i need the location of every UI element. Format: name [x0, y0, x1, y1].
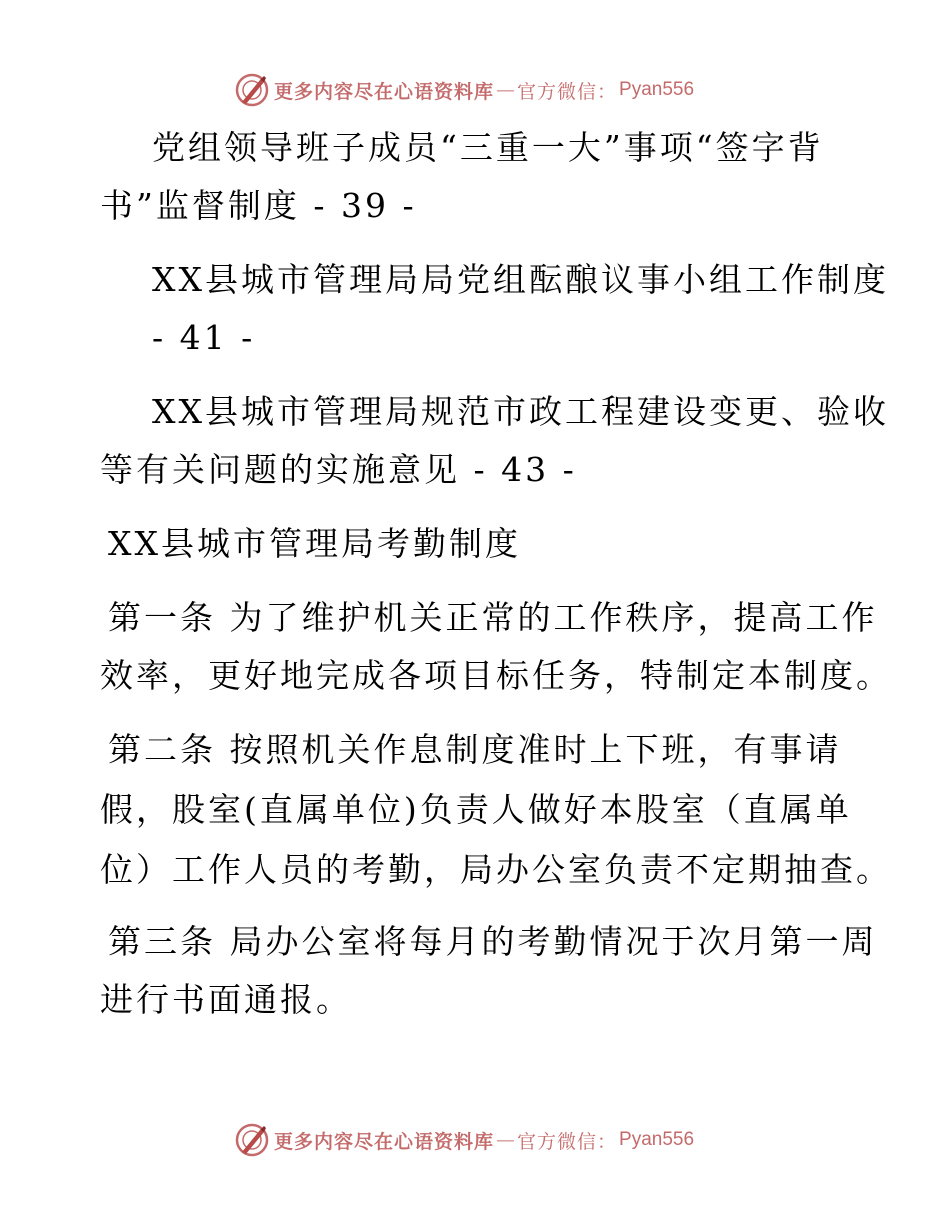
text-line-9: 效率，更好地完成各项目标任务，特制定本制度。 [100, 656, 892, 695]
text-line-14: 进行书面通报。 [100, 980, 352, 1019]
text-line-4: - 41 - [152, 318, 256, 357]
watermark-main-text: 更多内容尽在心语资料库 [274, 80, 495, 103]
pen-logo-icon [234, 72, 270, 108]
watermark-wechat-id: Pyan556 [619, 1129, 695, 1150]
text-line-1: 党组领导班子成员“三重一大”事项“签字背 [152, 128, 824, 167]
text-line-6: 等有关问题的实施意见 - 43 - [100, 450, 577, 489]
text-line-11: 假，股室(直属单位)负责人做好本股室（直属单 [100, 790, 852, 829]
text-line-8: 第一条 为了维护机关正常的工作秩序，提高工作 [108, 598, 878, 637]
text-line-2: 书”监督制度 - 39 - [100, 186, 417, 225]
watermark-dash: — [496, 1129, 516, 1151]
watermark-banner-bottom [234, 1120, 754, 1160]
watermark-main-text: 更多内容尽在心语资料库 [274, 1130, 495, 1153]
watermark-official-label: 官方微信： [517, 80, 618, 103]
watermark-official-label: 官方微信： [517, 1130, 618, 1153]
text-line-12: 位）工作人员的考勤，局办公室负责不定期抽查。 [100, 850, 892, 889]
text-line-13: 第三条 局办公室将每月的考勤情况于次月第一周 [108, 922, 878, 961]
text-line-3: XX县城市管理局局党组酝酿议事小组工作制度 [152, 260, 889, 299]
text-line-5: XX县城市管理局规范市政工程建设变更、验收 [152, 392, 889, 431]
section-title: XX县城市管理局考勤制度 [108, 524, 521, 563]
watermark-wechat-id: Pyan556 [619, 79, 695, 100]
watermark-dash: — [496, 79, 516, 101]
pen-logo-icon [234, 1122, 270, 1158]
watermark-banner-top [234, 70, 754, 110]
text-line-10: 第二条 按照机关作息制度准时上下班，有事请 [108, 730, 842, 769]
